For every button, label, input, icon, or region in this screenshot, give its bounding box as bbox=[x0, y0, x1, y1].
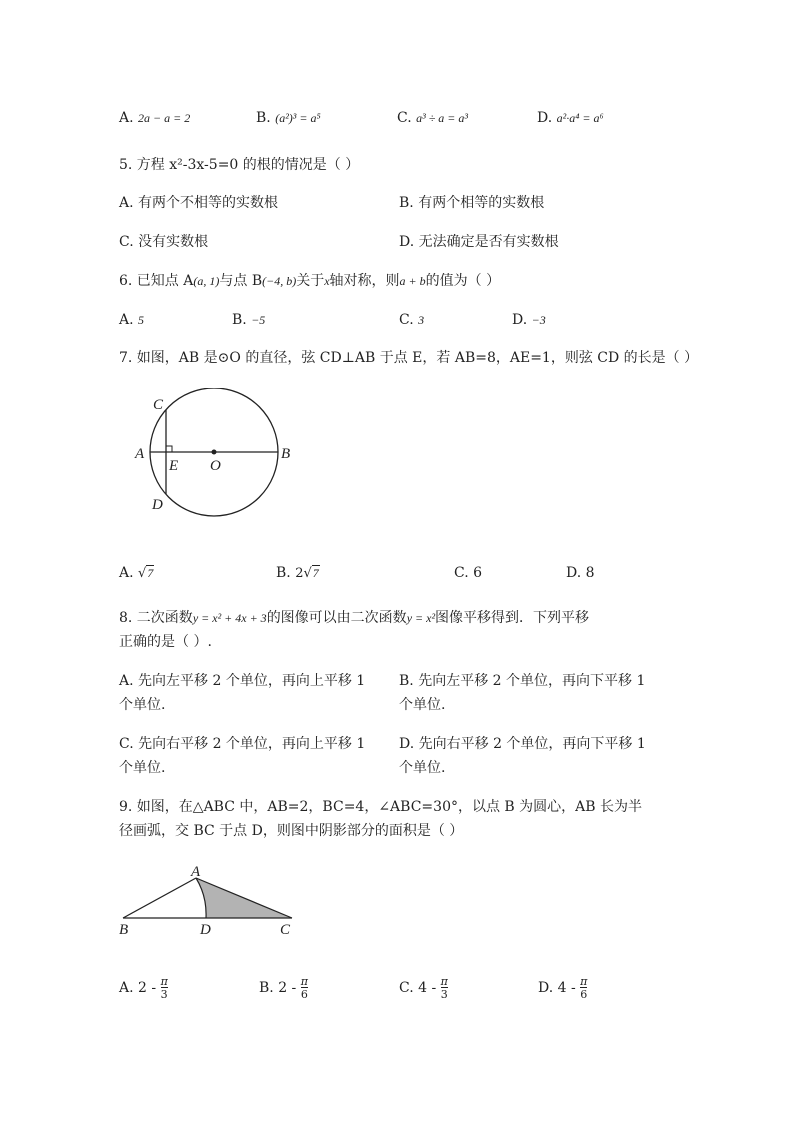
q5-stem: 5. 方程 x²-3x-5=0 的根的情况是（ ） bbox=[119, 157, 360, 173]
q4-option-d bbox=[537, 108, 604, 128]
q8-stem-line-1 bbox=[119, 608, 589, 628]
q4-option-b bbox=[256, 108, 321, 128]
math-expression: (a²)³ = a⁵ bbox=[275, 111, 321, 125]
option-label: C. bbox=[454, 565, 469, 581]
q6-stem-text: 与点 B bbox=[219, 273, 263, 289]
option-label: B. bbox=[256, 110, 271, 126]
q7-option-a bbox=[119, 563, 154, 584]
option-label: B. 2 - bbox=[259, 980, 297, 996]
q4-option-c bbox=[397, 108, 468, 128]
label-b: B bbox=[119, 922, 129, 938]
q7-stem: 7. 如图，AB 是⊙O 的直径，弦 CD⊥AB 于点 E，若 AB=8，AE=1，则弦 CD 的长是（ ） bbox=[119, 350, 699, 366]
q6-stem-text: 轴对称，则 bbox=[329, 273, 400, 289]
math-expression: a³ ÷ a = a³ bbox=[416, 111, 469, 125]
q8-stem-text: 8. 二次函数 bbox=[119, 610, 193, 626]
option-label: B. bbox=[276, 565, 291, 581]
option-value: −3 bbox=[531, 313, 546, 327]
option-value: 5 bbox=[138, 313, 145, 327]
axis-variable: x bbox=[324, 274, 330, 288]
label-a: A bbox=[191, 864, 201, 880]
q8-option-c-line-2: 个单位. bbox=[119, 760, 166, 776]
q6-stem-text: 关于 bbox=[296, 273, 325, 289]
q6-option-d bbox=[512, 310, 546, 330]
q8-option-b-line-1: B. 先向左平移 2 个单位，再向下平移 1 bbox=[399, 673, 646, 689]
q8-stem-text: 图像平移得到．下列平移 bbox=[435, 610, 590, 626]
option-label: A. 2 - bbox=[119, 980, 157, 996]
fraction bbox=[441, 976, 448, 1000]
option-label: A. bbox=[119, 110, 134, 126]
q6-stem-text: 的值为（ ） bbox=[425, 273, 501, 289]
label-d: D bbox=[200, 922, 211, 938]
option-label: A. bbox=[119, 312, 134, 328]
label-b: B bbox=[281, 446, 291, 462]
q7-option-b bbox=[276, 563, 320, 584]
q8-option-a-line-2: 个单位. bbox=[119, 697, 166, 713]
q9-triangle-figure bbox=[114, 858, 304, 940]
numerator: π bbox=[580, 975, 588, 988]
q9-stem-line-2: 径画弧，交 BC 于点 D，则图中阴影部分的面积是（ ） bbox=[119, 823, 464, 839]
option-label: A. bbox=[119, 565, 134, 581]
q8-option-d-line-1: D. 先向右平移 2 个单位，再向下平移 1 bbox=[399, 736, 646, 752]
option-value: 6 bbox=[473, 565, 483, 581]
q6-stem-text: 6. 已知点 A bbox=[119, 273, 194, 289]
q6-option-a bbox=[119, 310, 144, 330]
radicand: 7 bbox=[312, 566, 319, 580]
denominator: 3 bbox=[160, 988, 168, 1001]
option-value: 8 bbox=[585, 565, 595, 581]
sum-expression: a + b bbox=[399, 274, 426, 288]
q9-option-a bbox=[119, 976, 168, 1000]
right-angle-mark bbox=[166, 446, 172, 452]
coefficient: 2 bbox=[295, 566, 304, 581]
label-c: C bbox=[153, 397, 164, 413]
denominator: 6 bbox=[300, 988, 308, 1001]
q5-option-d: D. 无法确定是否有实数根 bbox=[399, 234, 559, 250]
side-ab bbox=[123, 878, 196, 918]
label-d: D bbox=[152, 497, 163, 513]
option-label: D. bbox=[512, 312, 528, 328]
q8-option-b-line-2: 个单位. bbox=[399, 697, 446, 713]
numerator: π bbox=[300, 975, 308, 988]
q9-option-b bbox=[259, 976, 308, 1000]
denominator: 6 bbox=[580, 988, 588, 1001]
option-label: D. 4 - bbox=[538, 980, 576, 996]
q5-option-a: A. 有两个不相等的实数根 bbox=[119, 195, 279, 211]
fraction bbox=[161, 976, 168, 1000]
option-label: B. bbox=[232, 312, 247, 328]
numerator: π bbox=[440, 975, 448, 988]
option-value: −5 bbox=[251, 313, 266, 327]
label-c: C bbox=[280, 922, 291, 938]
q6-option-c bbox=[399, 310, 424, 330]
label-e: E bbox=[169, 458, 179, 474]
denominator: 3 bbox=[440, 988, 448, 1001]
option-label: C. bbox=[399, 312, 414, 328]
radicand: 7 bbox=[147, 566, 154, 580]
q8-option-d-line-2: 个单位. bbox=[399, 760, 446, 776]
point-a-coords: (a, 1) bbox=[193, 274, 220, 288]
center-point bbox=[212, 450, 217, 455]
q4-option-a bbox=[119, 108, 190, 128]
fraction bbox=[580, 976, 587, 1000]
label-o: O bbox=[210, 458, 221, 474]
q8-stem-line-2: 正确的是（ ）. bbox=[119, 634, 212, 650]
q8-stem-text: 的图像可以由二次函数 bbox=[266, 610, 407, 626]
q7-option-d bbox=[566, 563, 595, 583]
q6-option-b bbox=[232, 310, 265, 330]
option-label: D. bbox=[537, 110, 553, 126]
fraction bbox=[301, 976, 308, 1000]
function-expression: y = x² + 4x + 3 bbox=[192, 611, 267, 625]
q7-circle-figure bbox=[128, 388, 308, 520]
sqrt-expression: 2√7 bbox=[295, 566, 319, 581]
option-label: D. bbox=[566, 565, 582, 581]
option-label: C. 4 - bbox=[399, 980, 437, 996]
q9-option-c bbox=[399, 976, 448, 1000]
point-b-coords: (−4, b) bbox=[262, 274, 297, 288]
q9-stem-line-1: 9. 如图，在△ABC 中，AB=2，BC=4，∠ABC=30°，以点 B 为圆心，AB 长为半 bbox=[119, 799, 643, 815]
q5-option-c: C. 没有实数根 bbox=[119, 234, 209, 250]
option-value: 3 bbox=[418, 313, 425, 327]
q5-option-b: B. 有两个相等的实数根 bbox=[399, 195, 545, 211]
numerator: π bbox=[160, 975, 168, 988]
label-a: A bbox=[135, 446, 145, 462]
sqrt-expression: √7 bbox=[138, 566, 154, 581]
q9-option-d bbox=[538, 976, 587, 1000]
q6-stem bbox=[119, 271, 500, 291]
function-expression: y = x² bbox=[406, 611, 436, 625]
q8-option-a-line-1: A. 先向左平移 2 个单位，再向上平移 1 bbox=[119, 673, 366, 689]
q8-option-c-line-1: C. 先向右平移 2 个单位，再向上平移 1 bbox=[119, 736, 366, 752]
q7-option-c bbox=[454, 563, 482, 583]
math-expression: 2a − a = 2 bbox=[138, 111, 191, 125]
math-expression: a²·a⁴ = a⁶ bbox=[556, 111, 604, 125]
option-label: C. bbox=[397, 110, 412, 126]
